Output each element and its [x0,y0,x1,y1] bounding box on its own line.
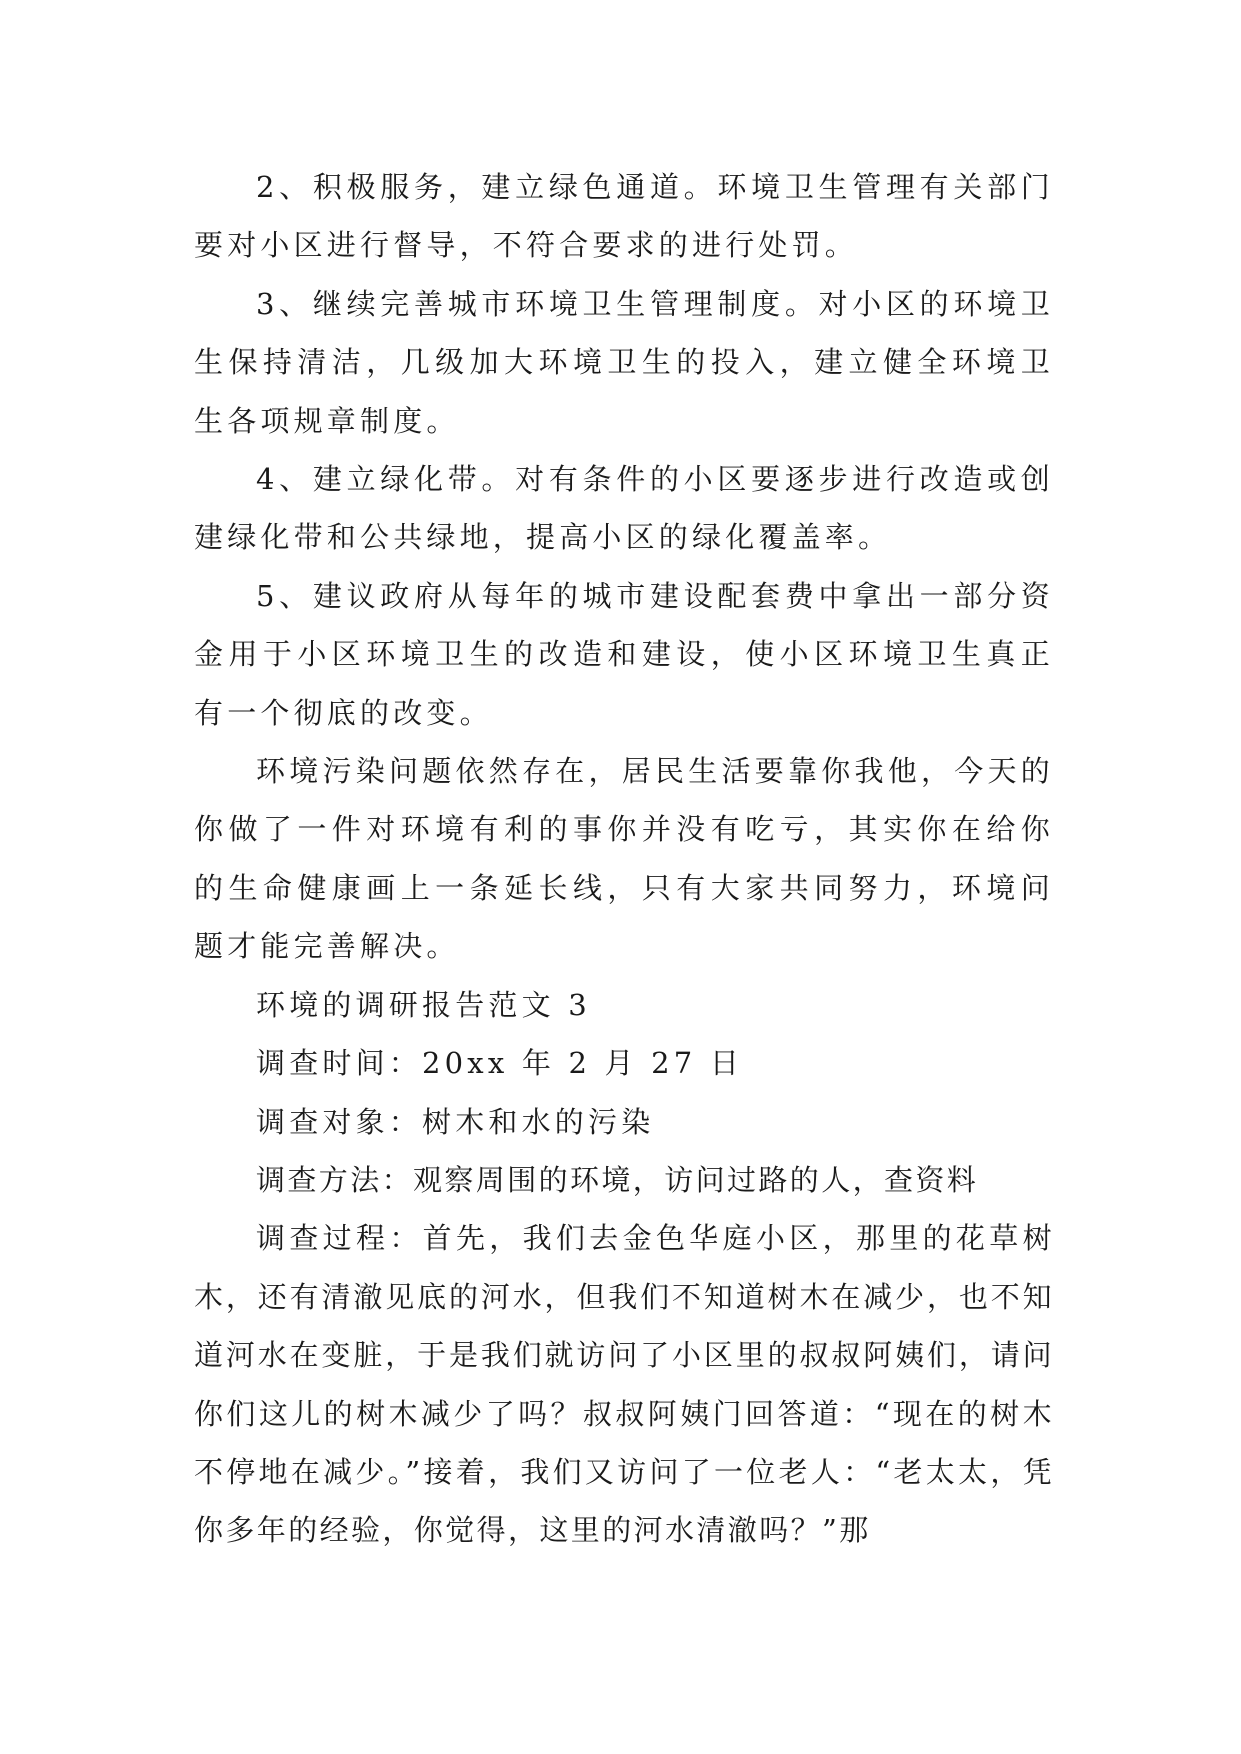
survey-subject: 调查对象：树木和水的污染 [256,1104,655,1139]
paragraph-item-4: 4、建立绿化带。对有条件的小区要逐步进行改造或创建绿化带和公共绿地，提高小区的绿化覆盖率。 [194,462,1054,555]
paragraph-item-3: 3、继续完善城市环境卫生管理制度。对小区的环境卫生保持清洁，几级加大环境卫生的投入，建立健全环境卫生各项规章制度。 [194,286,1054,438]
paragraph-item-5: 5、建议政府从每年的城市建设配套费中拿出一部分资金用于小区环境卫生的改造和建设，使小区环境卫生真正有一个彻底的改变。 [194,578,1054,730]
survey-method: 调查方法：观察周围的环境，访问过路的人，查资料 [256,1162,979,1197]
paragraph-conclusion: 环境污染问题依然存在，居民生活要靠你我他，今天的你做了一件对环境有利的事你并没有吃亏，其实你在给你的生命健康画上一条延长线，只有大家共同努力，环境问题才能完善解决。 [194,754,1054,964]
document-body [194,158,1054,1560]
paragraph-item-2: 2、积极服务，建立绿色通道。环境卫生管理有关部门要对小区进行督导，不符合要求的进行处罚。 [194,170,1054,263]
survey-time: 调查时间：20xx 年 2 月 27 日 [256,1046,744,1081]
section-title: 环境的调研报告范文 3 [256,987,591,1022]
survey-process: 调查过程：首先，我们去金色华庭小区，那里的花草树木，还有清澈见底的河水，但我们不知道树木在减少，也不知道河水在变脏，于是我们就访问了小区里的叔叔阿姨们，请问你们这儿的树木减少了吗？叔叔阿姨门回答道：“现在的树木不停地在减少。”接着，我们又访问了一位老人：“老太太，凭你多年的经验，你觉得，这里的河水清澈吗？”那 [194,1221,1054,1548]
